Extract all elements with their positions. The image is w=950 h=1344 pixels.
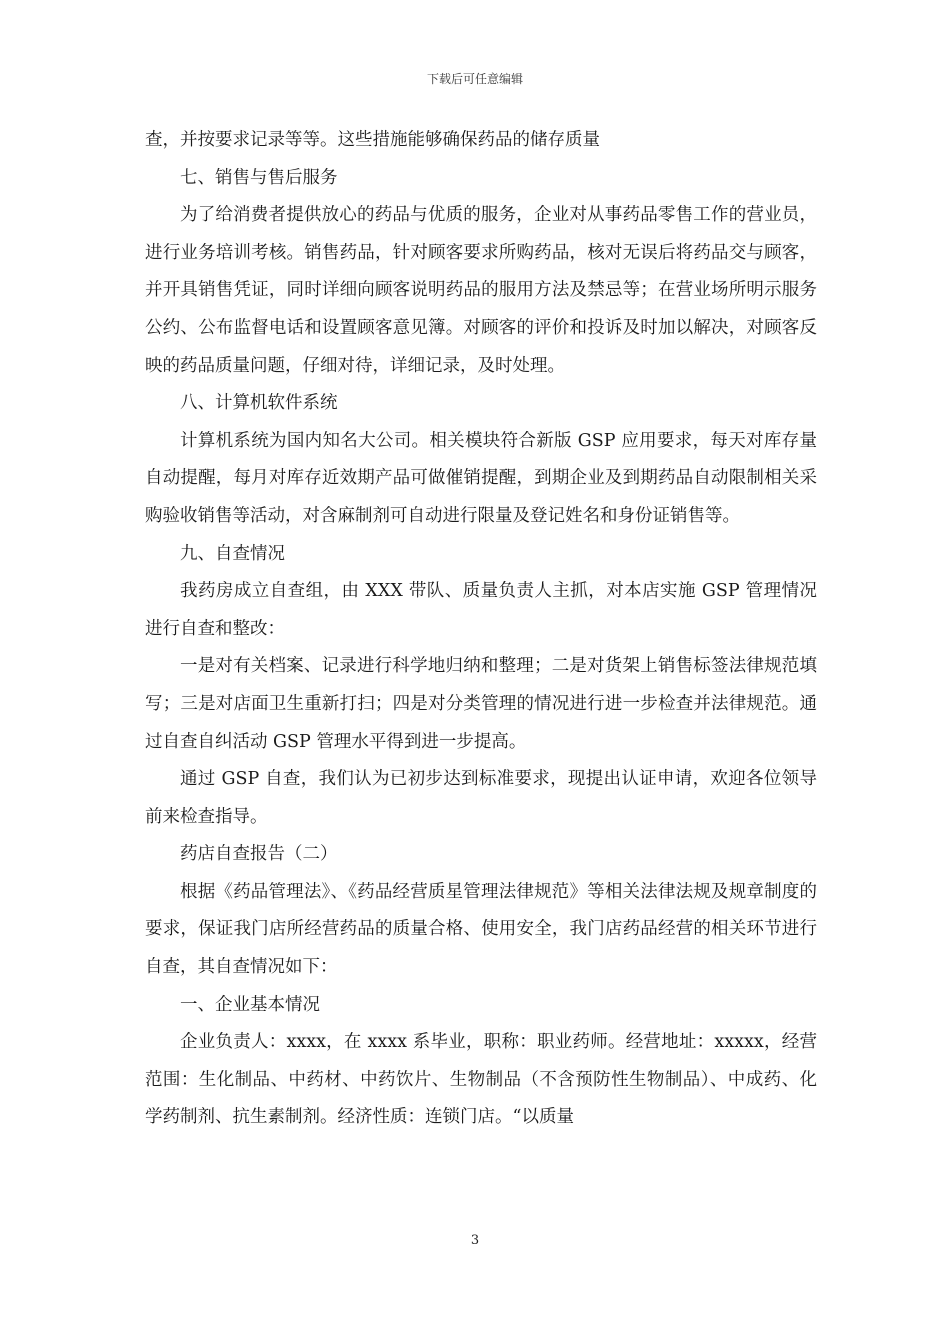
paragraph-sales-service: 为了给消费者提供放心的药品与优质的服务，企业对从事药品零售工作的营业员，进行业务培训考核。销售药品，针对顾客要求所购药品，核对无误后将药品交与顾客，并开具销售凭证，同时详细向顾客说明药品的服用方法及禁忌等；在营业场所明示服务公约、公布监督电话和设置顾客意见簿。对顾客的评价和投诉及时加以解决，对顾客反映的药品质量问题，仔细对待，详细记录，及时处理。 [145,205,817,376]
section-heading-self-inspection: 九、自查情况 [180,543,285,564]
paragraph-continuation: 查，并按要求记录等等。这些措施能够确保药品的储存质量 [145,130,600,150]
paragraph-self-inspection-actions: 一是对有关档案、记录进行科学地归纳和整理；二是对货架上销售标签法律规范填写；三是对店面卫生重新打扫；四是对分类管理的情况进行进一步检查并法律规范。通过自查自纠活动 GSP 管理水平得到进一步提高。 [145,656,817,752]
paragraph-basic-info: 企业负责人：xxxx，在 xxxx 系毕业，职称：职业药师。经营地址：xxxxx，经营范围：生化制品、中药材、中药饮片、生物制品（不含预防性生物制品）、中成药、化学药制剂、抗生素制剂。经济性质：连锁门店。“以质量 [145,1032,817,1128]
document-body [145,122,817,1137]
paragraph-self-inspection-team: 我药房成立自查组，由 XXX 带队、质量负责人主抓，对本店实施 GSP 管理情况进行自查和整改： [145,581,817,639]
section-heading-software-system: 八、计算机软件系统 [180,393,338,414]
paragraph-report-intro: 根据《药品管理法》、《药品经营质星管理法律规范》等相关法律法规及规章制度的要求，保证我门店所经营药品的质量合格、使用安全，我门店药品经营的相关环节进行自查，其自查情况如下： [145,881,817,978]
section-heading-basic-info: 一、企业基本情况 [180,994,320,1015]
page-header: 下载后可任意编辑 [426,72,523,86]
paragraph-certification-request: 通过 GSP 自查，我们认为已初步达到标准要求，现提出认证申请，欢迎各位领导前来检查指导。 [145,769,817,827]
paragraph-software-system: 计算机系统为国内知名大公司。相关模块符合新版 GSP 应用要求，每天对库存量自动提醒，每月对库存近效期产品可做催销提醒，到期企业及到期药品自动限制相关采购验收销售等活动，对含麻制剂可自动进行限量及登记姓名和身份证销售等。 [145,430,817,526]
report-title-two: 药店自查报告（二） [180,844,338,865]
page-number: 3 [470,1233,480,1248]
section-heading-sales-service: 七、销售与售后服务 [180,167,338,188]
